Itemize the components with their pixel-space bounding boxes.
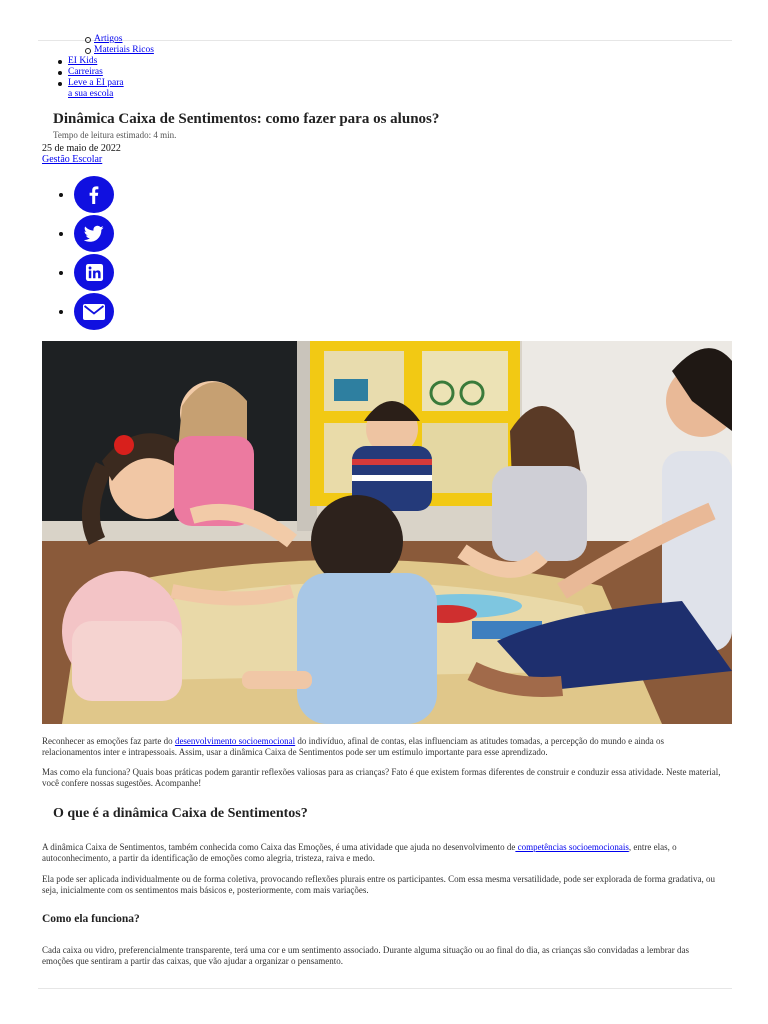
section-heading-how-it-works: Como ela funciona? [42, 913, 140, 925]
menu-link-leve-ei-line2: a sua escola [68, 89, 114, 99]
share-facebook-button[interactable] [74, 176, 114, 213]
category-link[interactable]: Gestão Escolar [42, 154, 103, 165]
article-title: Dinâmica Caixa de Sentimentos: como fazer para os alunos? [53, 111, 440, 127]
facebook-icon [84, 185, 104, 205]
share-linkedin-button[interactable] [74, 254, 114, 291]
p3-text-before: A dinâmica Caixa de Sentimentos, também conhecida como Caixa das Emoções, é uma atividade que ajuda no desenvolvimento de [42, 842, 516, 852]
submenu-item-materiais-ricos[interactable] [42, 45, 154, 56]
paragraph-application: Ela pode ser aplicada individualmente ou de forma coletiva, provocando reflexões plurais entre os participantes. Com essa mesma versatilidade, pode ser explorada de forma gradativa, ou seja, inicialmente com os sentimentos mais básicos e, posteriormente, com mais variações. [42, 874, 716, 895]
submenu-link-artigos[interactable]: Artigos [94, 34, 123, 44]
submenu-list [42, 34, 154, 56]
envelope-icon [83, 304, 105, 320]
menu-link-ei-kids[interactable]: EI Kids [68, 56, 98, 66]
link-desenvolvimento-socioemocional[interactable]: desenvolvimento socioemocional [174, 736, 296, 746]
link-competencias-socioemocionais[interactable]: competências socioemocionais [515, 842, 629, 852]
list-bullet [59, 271, 63, 275]
paragraph-question: Mas como ela funciona? Quais boas práticas podem garantir reflexões valiosas para as crianças? Fato é que existem formas diferentes de construir e conduzir essa atividade. Neste material, você confere nossas sugestões. Acompanhe! [42, 767, 721, 788]
menu-link-carreiras[interactable]: Carreiras [68, 67, 103, 77]
paragraph-definition [42, 842, 722, 864]
p1-text-before: Reconhecer as emoções faz parte do [42, 736, 175, 746]
submenu-item-artigos[interactable] [42, 34, 154, 45]
submenu-link-materiais-ricos[interactable]: Materiais Ricos [94, 45, 154, 55]
bottom-divider [38, 988, 732, 989]
menu-item-ei-kids[interactable] [42, 56, 154, 67]
list-bullet [59, 310, 63, 314]
site-nav [42, 34, 154, 100]
share-email-button[interactable] [74, 293, 114, 330]
main-menu-list [42, 56, 154, 100]
twitter-icon [84, 225, 104, 243]
p1-text-after: do indivíduo, afinal de contas, elas influenciam as atitudes tomadas, a percepção do mundo e ainda os relacionamentos inter e intrapessoais. Assim, usar a dinâmica Caixa de Sentimentos pode ser um estímulo importante para esse aprendizado. [42, 736, 665, 757]
list-bullet [59, 232, 63, 236]
section-heading-what-is: O que é a dinâmica Caixa de Sentimentos? [53, 806, 308, 821]
publish-date: 25 de maio de 2022 [42, 143, 121, 154]
menu-link-leve-ei-line1: Leve a EI para [68, 78, 124, 88]
menu-item-carreiras[interactable] [42, 67, 154, 78]
read-time: Tempo de leitura estimado: 4 min. [53, 130, 177, 140]
list-bullet [59, 193, 63, 197]
share-twitter-button[interactable] [74, 215, 114, 252]
hero-image [42, 341, 732, 724]
paragraph-boxes: Cada caixa ou vidro, preferencialmente transparente, terá uma cor e um sentimento associado. Durante alguma situação ou ao final do dia, as crianças são convidadas a lembrar das emoções que sentiram a partir das caixas, que vão ajudar a organizar o pensamento. [42, 945, 689, 966]
p3-text-after: , entre elas, o autoconhecimento, a partir da identificação de emoções como alegria, tristeza, raiva e medo. [42, 842, 677, 863]
menu-item-leve-ei[interactable] [42, 78, 154, 100]
menu-link-leve-ei[interactable] [68, 78, 154, 100]
paragraph-intro [42, 736, 722, 758]
classroom-photo [42, 341, 732, 724]
category-link-wrapper [42, 154, 102, 165]
linkedin-icon [85, 263, 104, 282]
